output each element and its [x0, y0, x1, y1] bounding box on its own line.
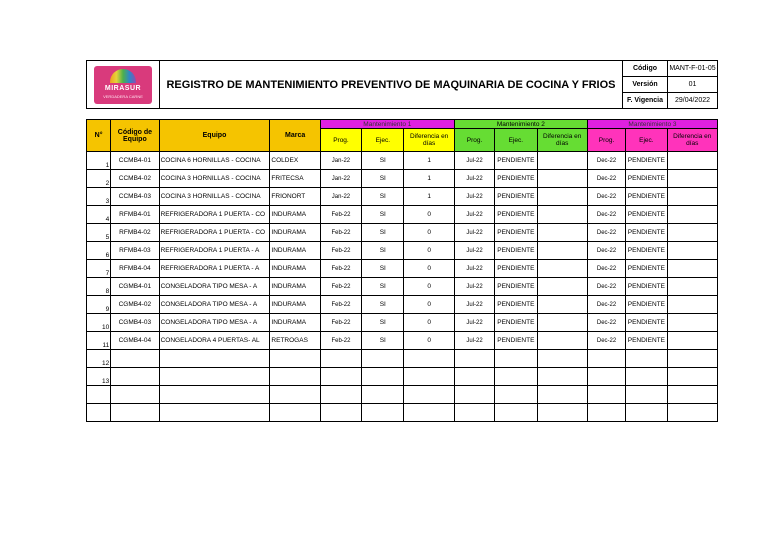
cell-prog-1: Feb-22	[320, 224, 361, 242]
cell-prog-1: Feb-22	[320, 314, 361, 332]
cell-prog-1: Jan-22	[320, 170, 361, 188]
cell-codigo: RFMB4-01	[111, 206, 159, 224]
cell-ejec-2: PENDIENTE	[495, 296, 537, 314]
col-ejec-3: Ejec.	[626, 129, 667, 152]
table-row	[87, 278, 718, 296]
cell-codigo: CCMB4-02	[111, 170, 159, 188]
cell-ejec-2	[495, 368, 537, 386]
cell-prog-1: Jan-22	[320, 152, 361, 170]
cell-prog-1	[320, 350, 361, 368]
cell-prog-2: Jul-22	[454, 278, 494, 296]
cell-prog-1: Feb-22	[320, 260, 361, 278]
cell-prog-1	[320, 404, 361, 422]
cell-codigo	[111, 368, 159, 386]
cell-diff-3	[667, 296, 717, 314]
table-row	[87, 206, 718, 224]
col-num: N°	[87, 120, 111, 152]
cell-equipo: REFRIGERADORA 1 PUERTA - CO	[159, 206, 270, 224]
cell-diff-1	[404, 386, 454, 404]
cell-ejec-2: PENDIENTE	[495, 188, 537, 206]
cell-diff-3	[667, 350, 717, 368]
logo-name: MIRASUR	[104, 84, 142, 92]
col-prog-1: Prog.	[320, 129, 361, 152]
cell-ejec-1	[362, 404, 404, 422]
cell-marca: COLDEX	[270, 152, 320, 170]
cell-num: 11	[87, 332, 111, 350]
cell-ejec-3: PENDIENTE	[626, 188, 667, 206]
cell-ejec-1: SI	[362, 296, 404, 314]
cell-diff-1	[404, 368, 454, 386]
cell-diff-2	[537, 350, 587, 368]
cell-ejec-3: PENDIENTE	[626, 296, 667, 314]
cell-marca	[270, 404, 320, 422]
cell-equipo	[159, 350, 270, 368]
cell-num: 8	[87, 278, 111, 296]
cell-prog-1: Feb-22	[320, 206, 361, 224]
table-row	[87, 242, 718, 260]
cell-diff-3	[667, 314, 717, 332]
cell-diff-2	[537, 188, 587, 206]
cell-prog-2: Jul-22	[454, 332, 494, 350]
table-row	[87, 170, 718, 188]
cell-prog-3	[587, 404, 625, 422]
cell-codigo: RFMB4-02	[111, 224, 159, 242]
cell-equipo: CONGELADORA 4 PUERTAS- AL	[159, 332, 270, 350]
cell-codigo: CCMB4-01	[111, 152, 159, 170]
cell-codigo: CGMB4-03	[111, 314, 159, 332]
cell-codigo: CGMB4-02	[111, 296, 159, 314]
col-diff-1: Diferencia en días	[404, 129, 454, 152]
cell-ejec-2: PENDIENTE	[495, 260, 537, 278]
cell-prog-2: Jul-22	[454, 170, 494, 188]
cell-ejec-1: SI	[362, 206, 404, 224]
cell-prog-3: Dec-22	[587, 242, 625, 260]
document-title: REGISTRO DE MANTENIMIENTO PREVENTIVO DE MAQUINARIA DE COCINA Y FRIOS	[160, 61, 623, 109]
cell-prog-2	[454, 404, 494, 422]
cell-ejec-2	[495, 350, 537, 368]
cell-diff-1: 0	[404, 260, 454, 278]
cell-equipo: COCINA 6 HORNILLAS - COCINA	[159, 152, 270, 170]
cell-ejec-2: PENDIENTE	[495, 206, 537, 224]
cell-marca: INDURAMA	[270, 224, 320, 242]
cell-diff-1: 0	[404, 278, 454, 296]
table-row	[87, 350, 718, 368]
cell-num: 5	[87, 224, 111, 242]
cell-ejec-2: PENDIENTE	[495, 332, 537, 350]
cell-codigo	[111, 386, 159, 404]
cell-diff-1: 0	[404, 314, 454, 332]
cell-prog-3: Dec-22	[587, 152, 625, 170]
table-row	[87, 386, 718, 404]
cell-num: 9	[87, 296, 111, 314]
cell-ejec-3: PENDIENTE	[626, 152, 667, 170]
cell-equipo: COCINA 3 HORNILLAS - COCINA	[159, 188, 270, 206]
table-row	[87, 296, 718, 314]
cell-prog-2	[454, 350, 494, 368]
cell-ejec-2: PENDIENTE	[495, 278, 537, 296]
cell-ejec-3	[626, 350, 667, 368]
cell-num: 10	[87, 314, 111, 332]
cell-codigo: CCMB4-03	[111, 188, 159, 206]
cell-diff-1: 0	[404, 224, 454, 242]
vigencia-value: 29/04/2022	[668, 93, 718, 109]
col-codigo: Código de Equipo	[111, 120, 159, 152]
group-mantenimiento-3: Mantenimiento 3	[587, 120, 717, 129]
cell-ejec-1: SI	[362, 314, 404, 332]
version-label: Versión	[623, 77, 668, 93]
cell-prog-2: Jul-22	[454, 314, 494, 332]
cell-prog-3: Dec-22	[587, 224, 625, 242]
table-row	[87, 260, 718, 278]
cell-marca	[270, 350, 320, 368]
cell-ejec-1: SI	[362, 260, 404, 278]
col-equipo: Equipo	[159, 120, 270, 152]
cell-diff-3	[667, 386, 717, 404]
cell-equipo: CONGELADORA TIPO MESA - A	[159, 296, 270, 314]
cell-ejec-3	[626, 368, 667, 386]
cell-diff-3	[667, 260, 717, 278]
cell-num: 1	[87, 152, 111, 170]
cell-ejec-3	[626, 386, 667, 404]
codigo-label: Código	[623, 61, 668, 77]
cell-diff-1: 1	[404, 170, 454, 188]
maintenance-table	[86, 119, 718, 422]
cell-diff-3	[667, 170, 717, 188]
col-marca: Marca	[270, 120, 320, 152]
cell-prog-2	[454, 386, 494, 404]
cell-prog-1: Feb-22	[320, 242, 361, 260]
cell-diff-1	[404, 404, 454, 422]
cell-diff-1: 1	[404, 188, 454, 206]
col-diff-3: Diferencia en días	[667, 129, 717, 152]
col-diff-2: Diferencia en días	[537, 129, 587, 152]
col-ejec-1: Ejec.	[362, 129, 404, 152]
cell-num: 3	[87, 188, 111, 206]
cell-num: 13	[87, 368, 111, 386]
cell-equipo: REFRIGERADORA 1 PUERTA - A	[159, 242, 270, 260]
cell-prog-3	[587, 386, 625, 404]
cell-prog-3	[587, 368, 625, 386]
cell-ejec-1: SI	[362, 332, 404, 350]
cell-codigo: RFMB4-04	[111, 260, 159, 278]
logo-cell	[87, 61, 160, 109]
cell-ejec-2: PENDIENTE	[495, 224, 537, 242]
cell-diff-3	[667, 224, 717, 242]
cell-diff-3	[667, 188, 717, 206]
cell-marca: INDURAMA	[270, 206, 320, 224]
cell-ejec-3: PENDIENTE	[626, 206, 667, 224]
cell-num	[87, 386, 111, 404]
cell-ejec-2	[495, 404, 537, 422]
cell-marca: INDURAMA	[270, 314, 320, 332]
cell-marca: INDURAMA	[270, 278, 320, 296]
cell-diff-2	[537, 152, 587, 170]
cell-marca: FRITECSA	[270, 170, 320, 188]
cell-diff-3	[667, 152, 717, 170]
cell-diff-2	[537, 170, 587, 188]
cell-prog-1: Feb-22	[320, 332, 361, 350]
cell-diff-2	[537, 386, 587, 404]
table-row	[87, 224, 718, 242]
cell-ejec-1: SI	[362, 152, 404, 170]
cell-codigo: RFMB4-03	[111, 242, 159, 260]
cell-diff-2	[537, 206, 587, 224]
cell-ejec-2: PENDIENTE	[495, 170, 537, 188]
table-row	[87, 368, 718, 386]
group-mantenimiento-2: Mantenimiento 2	[454, 120, 587, 129]
cell-marca: INDURAMA	[270, 260, 320, 278]
cell-diff-1	[404, 350, 454, 368]
cell-codigo	[111, 404, 159, 422]
cell-ejec-3: PENDIENTE	[626, 260, 667, 278]
cell-codigo: CGMB4-04	[111, 332, 159, 350]
cell-prog-2	[454, 368, 494, 386]
cell-diff-3	[667, 368, 717, 386]
cell-prog-1	[320, 386, 361, 404]
cell-prog-1: Feb-22	[320, 296, 361, 314]
table-row	[87, 188, 718, 206]
codigo-value: MANT-F-01-05	[668, 61, 718, 77]
cell-equipo: CONGELADORA TIPO MESA - A	[159, 314, 270, 332]
group-mantenimiento-1: Mantenimiento 1	[320, 120, 454, 129]
cell-diff-2	[537, 260, 587, 278]
cell-diff-3	[667, 206, 717, 224]
cell-prog-2: Jul-22	[454, 260, 494, 278]
cell-diff-3	[667, 242, 717, 260]
cell-diff-1: 0	[404, 296, 454, 314]
cell-marca: INDURAMA	[270, 242, 320, 260]
cell-ejec-2: PENDIENTE	[495, 242, 537, 260]
cell-ejec-1: SI	[362, 278, 404, 296]
cell-diff-2	[537, 278, 587, 296]
table-row	[87, 404, 718, 422]
cell-diff-3	[667, 332, 717, 350]
table-row	[87, 314, 718, 332]
cell-num	[87, 404, 111, 422]
cell-equipo: COCINA 3 HORNILLAS - COCINA	[159, 170, 270, 188]
cell-equipo: CONGELADORA TIPO MESA - A	[159, 278, 270, 296]
cell-prog-3: Dec-22	[587, 278, 625, 296]
cell-num: 6	[87, 242, 111, 260]
cell-num: 12	[87, 350, 111, 368]
cell-num: 7	[87, 260, 111, 278]
cell-diff-2	[537, 242, 587, 260]
cell-diff-3	[667, 278, 717, 296]
cell-ejec-3	[626, 404, 667, 422]
cell-prog-3	[587, 350, 625, 368]
cell-diff-2	[537, 332, 587, 350]
cell-prog-2: Jul-22	[454, 206, 494, 224]
cell-codigo: CGMB4-01	[111, 278, 159, 296]
cell-equipo	[159, 386, 270, 404]
cell-ejec-1: SI	[362, 188, 404, 206]
cell-prog-2: Jul-22	[454, 242, 494, 260]
cell-ejec-1	[362, 386, 404, 404]
document-header	[86, 60, 718, 109]
cell-ejec-2: PENDIENTE	[495, 314, 537, 332]
cell-prog-3: Dec-22	[587, 314, 625, 332]
cell-num: 2	[87, 170, 111, 188]
cell-codigo	[111, 350, 159, 368]
rainbow-arc-icon	[110, 69, 136, 83]
cell-equipo: REFRIGERADORA 1 PUERTA - CO	[159, 224, 270, 242]
cell-prog-1: Jan-22	[320, 188, 361, 206]
cell-prog-3: Dec-22	[587, 296, 625, 314]
cell-prog-3: Dec-22	[587, 188, 625, 206]
cell-ejec-3: PENDIENTE	[626, 242, 667, 260]
cell-diff-2	[537, 224, 587, 242]
cell-diff-2	[537, 296, 587, 314]
cell-ejec-3: PENDIENTE	[626, 332, 667, 350]
col-prog-2: Prog.	[454, 129, 494, 152]
cell-ejec-3: PENDIENTE	[626, 314, 667, 332]
cell-diff-3	[667, 404, 717, 422]
cell-ejec-3: PENDIENTE	[626, 278, 667, 296]
cell-diff-1: 0	[404, 332, 454, 350]
cell-marca	[270, 368, 320, 386]
version-value: 01	[668, 77, 718, 93]
table-row	[87, 152, 718, 170]
cell-diff-2	[537, 404, 587, 422]
cell-ejec-3: PENDIENTE	[626, 170, 667, 188]
cell-marca: RETROGAS	[270, 332, 320, 350]
col-prog-3: Prog.	[587, 129, 625, 152]
cell-ejec-1	[362, 350, 404, 368]
cell-ejec-2	[495, 386, 537, 404]
col-ejec-2: Ejec.	[495, 129, 537, 152]
cell-diff-2	[537, 314, 587, 332]
cell-diff-1: 0	[404, 242, 454, 260]
cell-diff-1: 1	[404, 152, 454, 170]
cell-num: 4	[87, 206, 111, 224]
cell-equipo: REFRIGERADORA 1 PUERTA - A	[159, 260, 270, 278]
cell-prog-3: Dec-22	[587, 206, 625, 224]
cell-ejec-2: PENDIENTE	[495, 152, 537, 170]
cell-prog-2: Jul-22	[454, 224, 494, 242]
cell-prog-1	[320, 368, 361, 386]
vigencia-label: F. Vigencia	[623, 93, 668, 109]
cell-ejec-1: SI	[362, 242, 404, 260]
cell-diff-2	[537, 368, 587, 386]
cell-prog-3: Dec-22	[587, 332, 625, 350]
logo-tagline: VERDADERA CARNE	[103, 93, 143, 99]
cell-prog-2: Jul-22	[454, 152, 494, 170]
cell-equipo	[159, 404, 270, 422]
cell-ejec-1	[362, 368, 404, 386]
cell-ejec-3: PENDIENTE	[626, 224, 667, 242]
cell-prog-3: Dec-22	[587, 260, 625, 278]
cell-marca: INDURAMA	[270, 296, 320, 314]
cell-equipo	[159, 368, 270, 386]
mirasur-logo	[94, 66, 152, 104]
cell-ejec-1: SI	[362, 224, 404, 242]
cell-ejec-1: SI	[362, 170, 404, 188]
cell-prog-3: Dec-22	[587, 170, 625, 188]
cell-marca	[270, 386, 320, 404]
cell-prog-2: Jul-22	[454, 188, 494, 206]
table-row	[87, 332, 718, 350]
cell-prog-2: Jul-22	[454, 296, 494, 314]
cell-diff-1: 0	[404, 206, 454, 224]
cell-prog-1: Feb-22	[320, 278, 361, 296]
cell-marca: FRIONORT	[270, 188, 320, 206]
